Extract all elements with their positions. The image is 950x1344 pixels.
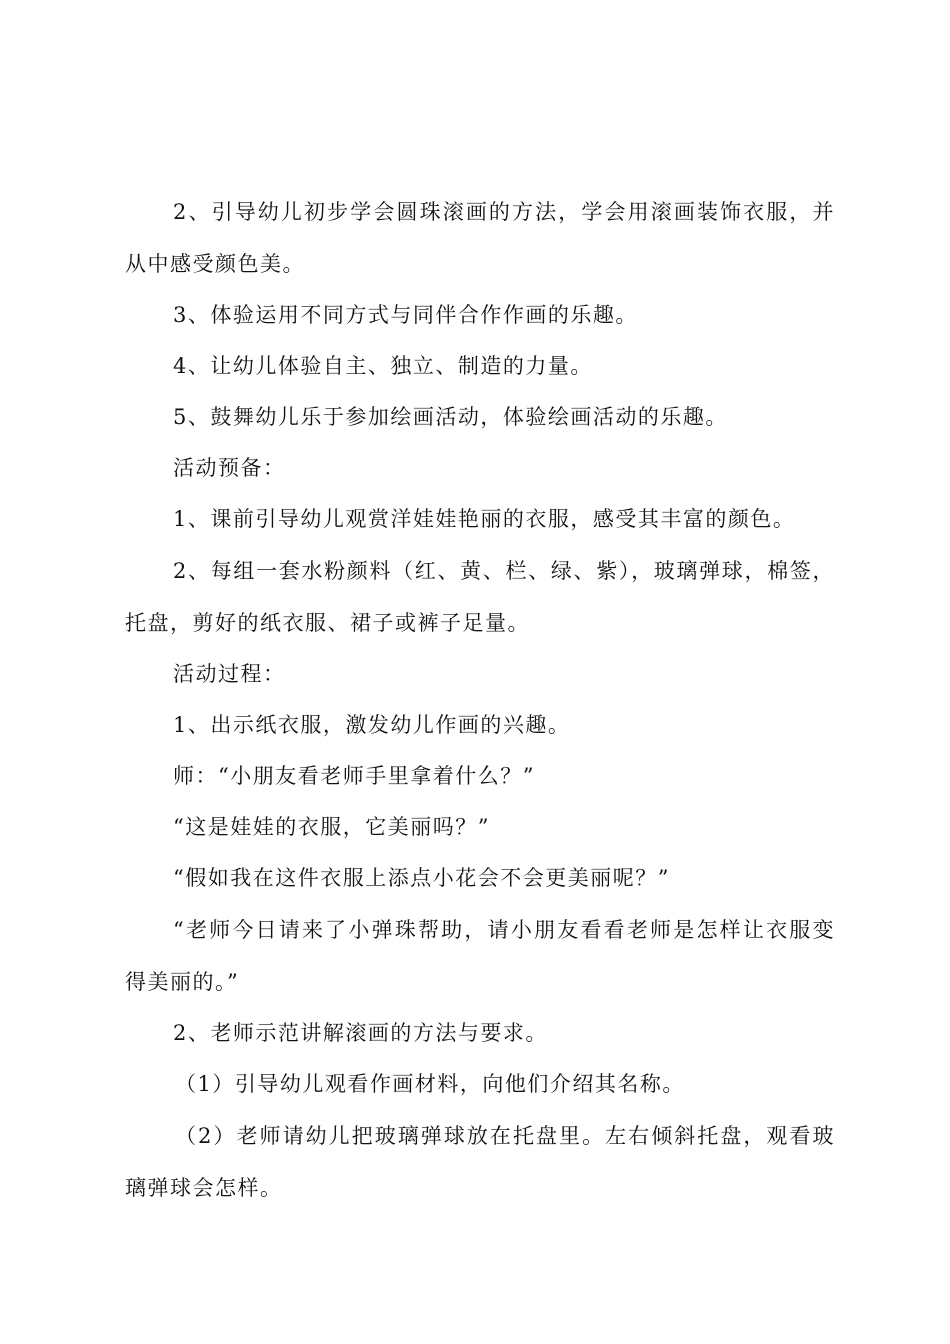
paragraph-substep-2: （2）老师请幼儿把玻璃弹球放在托盘里。左右倾斜托盘，观看玻璃弹球会怎样。 — [125, 1124, 835, 1200]
paragraph-step-1: 1、出示纸衣服，激发幼儿作画的兴趣。 — [173, 713, 571, 737]
paragraph-prep-1: 1、课前引导幼儿观赏洋娃娃艳丽的衣服，感受其丰富的颜色。 — [173, 507, 796, 531]
paragraph-goal-3: 3、体验运用不同方式与同伴合作作画的乐趣。 — [173, 303, 638, 327]
paragraph-dialogue-2: “这是娃娃的衣服，它美丽吗？” — [173, 815, 490, 839]
paragraph-prep-2: 2、每组一套水粉颜料（红、黄、栏、绿、紫），玻璃弹球，棉签，托盘，剪好的纸衣服、裙子或裤子足量。 — [125, 559, 835, 635]
document-body — [125, 186, 835, 1214]
section-heading-process: 活动过程： — [173, 662, 286, 686]
paragraph-goal-4: 4、让幼儿体验自主、独立、制造的力量。 — [173, 354, 593, 378]
paragraph-dialogue-1: 师：“小朋友看老师手里拿着什么？” — [173, 764, 535, 788]
paragraph-goal-5: 5、鼓舞幼儿乐于参加绘画活动，体验绘画活动的乐趣。 — [173, 405, 728, 429]
paragraph-substep-1: （1）引导幼儿观看作画材料，向他们介绍其名称。 — [175, 1072, 685, 1096]
paragraph-goal-2: 2、引导幼儿初步学会圆珠滚画的方法，学会用滚画装饰衣服，并从中感受颜色美。 — [125, 200, 835, 276]
paragraph-dialogue-4: “老师今日请来了小弹珠帮助，请小朋友看看老师是怎样让衣服变得美丽的。” — [125, 918, 835, 994]
paragraph-dialogue-3: “假如我在这件衣服上添点小花会不会更美丽呢？” — [173, 866, 670, 890]
paragraph-step-2: 2、老师示范讲解滚画的方法与要求。 — [173, 1021, 548, 1045]
section-heading-preparation: 活动预备： — [173, 456, 286, 480]
